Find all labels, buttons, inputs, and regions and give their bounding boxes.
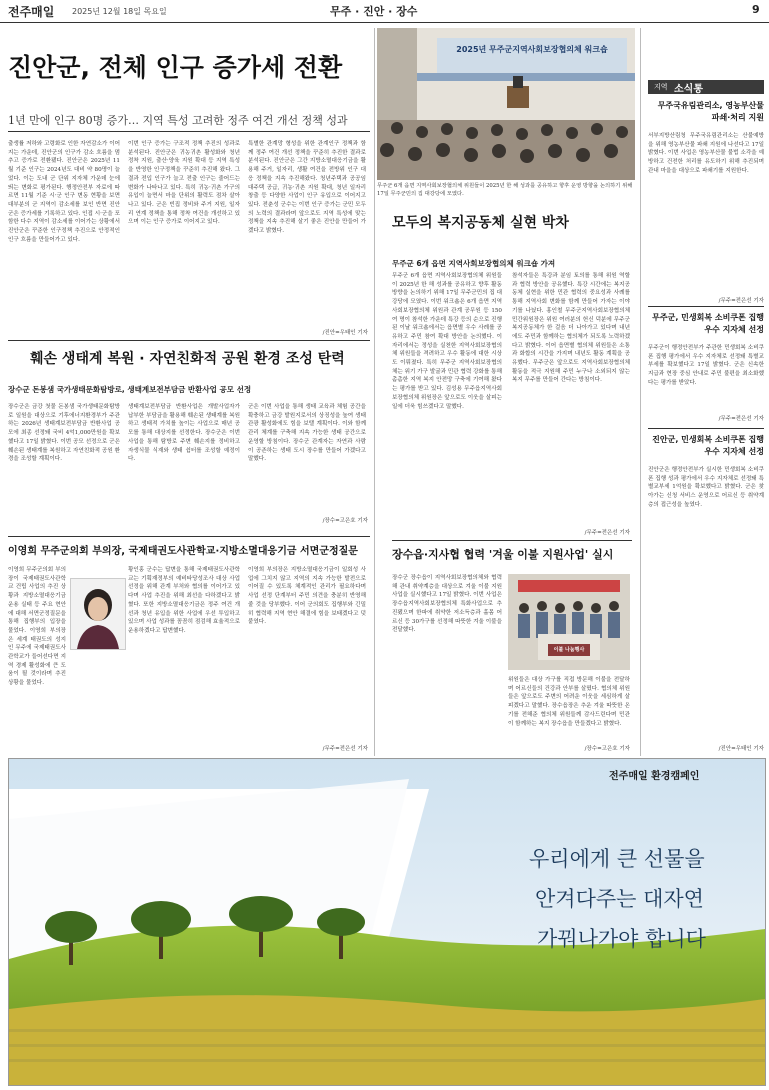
campaign-ad: [8, 758, 766, 1086]
restore-col-1: 장수군은 금강 첫물 돈봉샘 국가생태문화탐방로 일원을 대상으로 기후에너지환경부가 주관하는 2026년 생태계보전부담금 반환사업 공모에 최종 선정돼 국비 4억1,000만원을 확보했다고 17일 밝혔다. 이번 공모 선정으로 군은 훼손된 생태계를 복원하고 자연친화적 공원 환경을 조성할 계획이다.: [8, 404, 120, 463]
sidebar-item-3-head: 진안군, 민생회복 소비쿠폰 집행 우수 지자체 선정: [652, 435, 764, 456]
landscape-image: [9, 759, 765, 1085]
sidebar-item-2-head: 무주군, 민생회복 소비쿠폰 집행 우수 지자체 선정: [652, 313, 764, 334]
sidebar-rule-1: [648, 306, 764, 307]
welfare-byline: /무주=전은선 기자: [584, 530, 630, 536]
main-column-divider: [374, 28, 375, 756]
campaign-line-1: 우리에게 큰 선물을: [529, 847, 705, 871]
blanket-photo-banner: 이불 나눔행사: [553, 647, 585, 653]
interview-top-rule: [8, 536, 370, 537]
sidebar-tag: 지역: [654, 83, 668, 91]
sidebar-header: [648, 80, 764, 94]
masthead: [0, 0, 769, 23]
restore-headline: 훼손 생태계 복원 · 자연친화적 공원 환경 조성 탄력: [30, 351, 345, 367]
interview-headline: 이영희 무주군의회 부의장, 국제태권도사관학교·지방소멸대응기금 서면군정질문: [8, 546, 358, 557]
portrait-image: [71, 579, 125, 649]
winter-col-1: 장수군 장수읍이 지역사회보장협의체와 협력해 관내 취약계층을 대상으로 겨울 이불 지원사업을 실시했다고 17일 밝혔다. 이번 사업은 장수읍지역사회보장협의체 특화사업으로 추진됐으며 한파에 취약한 저소득층과 홀몸 어르신 등 30가구를 선정해 따뜻한 겨울 이불을 전달했다.: [392, 575, 502, 634]
winter-col-2: 위원들은 대상 가구를 직접 방문해 이불을 전달하며 어르신들의 건강과 안부를 살폈다. 협의체 위원들은 앞으로도 주변의 어려운 이웃을 세심하게 살피겠다고 말했다. 장수읍장은 추운 겨울 따뜻한 온기를 전해준 협의체 위원들께 감사드린다며 민관이 함께하는 복지 장수읍을 만들겠다고 밝혔다.: [508, 677, 630, 727]
welfare-col-1: 무주군 6개 읍면 지역사회보장협의체 위원들이 2025년 한 해 성과를 공유하고 향후 활동 방향을 논의하기 위해 17일 무주군민의 집 대강당에 모였다. 이번 워크숍은 6개 읍면 지역사회보장협의체 위원과 관계 공무원 등 150여 명이 참석한 가운데 특강 등의 순으로 진행된 이날 워크숍에서는 읍면별 우수 사례를 공유하고 주민 참여 확대 방안을 논의했다. 이 자리에서는 정성을 실천한 지역사회보장협의체 위원들을 격려하고 우수 활동에 대한 시상도 이뤄졌다. 특히 무주군 지역사회보장협의체는 위기 가구 발굴과 민관 협력 강화를 통해 촘촘한 지역 복지 안전망 구축에 기여해 왔다는 평가를 받고 있다. 김성용 무주읍지역사회보장협의체 위원장은 앞으로도 이웃을 살피는 일에 더욱 힘쓰겠다고 말했다.: [392, 273, 502, 410]
sidebar-divider: [640, 28, 641, 756]
welfare-headline: 모두의 복지공동체 실현 박차: [392, 215, 569, 231]
winter-headline: 장수읍·지사협 협력 '겨울 이불 지원사업' 실시: [392, 548, 614, 561]
lead-col-2: 이번 인구 증가는 구조적 정책 추진의 성과로 분석된다. 진안군은 귀농귀촌 활성화와 청년 정착 지원, 출산·양육 지원 확대 등 지역 특성을 반영한 인구정책을 꾸준히 추진해 왔다. 그 결과 전입 인구가 늘고 전출 인구는 줄어드는 변화가 나타나고 있다. 특히 귀농·귀촌 가구의 유입이 늘면서 마을 단위의 활력도 점차 살아나고 있다. 군은 빈집 정비와 주거 지원, 일자리 연계 정책을 통해 정착 여건을 개선하고 있으며 이는 인구 증가로 이어지고 있다.: [128, 141, 240, 226]
welfare-col-2: 참석자들은 특강과 분임 토의를 통해 위원 역할과 협력 방안을 공유했다. 특강 시간에는 복지공동체 실현을 위한 민관 협력의 중요성과 사례를 통해 지역사회 변화를 함께 만들어 가자는 이야기를 나눴다. 홍인철 무주군지역사회보장협의체 민간위원장은 위원 여러분의 헌신 덕분에 무주군 복지공동체가 한 걸음 더 나아가고 있다며 내년에도 주민과 함께하는 협의체가 되도록 노력하겠다고 밝혔다. 이어 읍면별 협의체 위원들은 소통과 화합의 시간을 가지며 내년도 활동 계획을 공유했다. 무주군은 앞으로도 지역사회보장협의체 활동을 적극 지원해 주민 누구나 소외되지 않는 복지 무주를 만들어 간다는 방침이다.: [512, 273, 630, 384]
sidebar-title: 소식통: [674, 84, 703, 95]
restore-col-2: 생태계보전부담금 반환사업은 개발사업자가 납부한 부담금을 활용해 훼손된 생태계를 복원하고 생태적 가치를 높이는 사업으로 매년 공모를 통해 대상지를 선정한다. 장수군은 이번 사업을 통해 탐방로 주변 훼손지를 정비하고 자생식물 식재와 생태 쉼터를 조성할 예정이다.: [128, 404, 240, 463]
restore-byline: /장수=고은호 기자: [322, 518, 368, 524]
sidebar-item-1-head: 무주국유림관리소, 영농부산물 파쇄·처리 지원: [657, 101, 764, 122]
interview-col-1: 이영희 무주군의회 부의장이 국제태권도사관학교 건립 사업의 추진 상황과 지방소멸대응기금 운용 실태 등 주요 현안에 대해 서면군정질문을 통해 집행부의 입장을 물었다. 이영희 부의장은 세계 태권도의 성지인 무주에 국제태권도사관학교가 들어선다면 지역 경제 활성화에 큰 도움이 될 것이라며 추진 상황을 물었다.: [8, 567, 66, 687]
section-title: 무주 · 진안 · 장수: [330, 5, 418, 18]
workshop-photo: [377, 28, 635, 180]
restore-subheadline: 장수군 돈봉샘 국가생태문화탐방로, 생태계보전부담금 반환사업 공모 선정: [8, 385, 252, 394]
lead-byline: /진안=우태인 기자: [322, 330, 368, 336]
interview-byline: /무주=전은선 기자: [322, 746, 368, 752]
lead-headline: 진안군, 전체 인구 증가세 전환: [8, 53, 343, 82]
welfare-subheadline: 무주군 6개 읍면 지역사회보장협의체 워크숍 가져: [392, 259, 556, 268]
winter-byline: /장수=고은호 기자: [584, 746, 630, 752]
campaign-label: 전주매일 환경캠페인: [609, 771, 700, 782]
lead-divider: [8, 131, 370, 132]
workshop-photo-caption: 무주군 6개 읍면 지역사회보장협의체 위원들이 2025년 한 해 성과를 공유하고 향후 운영 방향을 논의하기 위해 17일 무주군민의 집 대강당에 모였다.: [377, 183, 633, 197]
sidebar-item-1-body: 서부지방산림청 무주국유림관리소는 산불예방을 위해 영농부산물 파쇄 지원에 나선다고 17일 밝혔다. 이번 사업은 영농부산물 불법 소각을 예방하고 건전한 처리를 유도하기 위해 추진되며 관내 마을을 대상으로 파쇄기를 지원한다.: [648, 133, 764, 174]
councilor-portrait: [70, 578, 126, 650]
sidebar-item-2-body: 무주군이 행정안전부가 주관한 민생회복 소비쿠폰 집행 평가에서 우수 지자체로 선정돼 특별교부세를 확보했다고 17일 밝혔다. 군은 신속한 지급과 현장 중심 안내로 주민 불편을 최소화했다는 평가를 받았다.: [648, 345, 764, 386]
paper-logo: 전주매일: [8, 5, 55, 19]
sidebar-item-3-byline: /진안=우태인 기자: [718, 746, 764, 752]
restore-col-3: 군은 이번 사업을 통해 생태 교육과 체험 공간을 확충하고 금강 발원지로서의 상징성을 높여 생태관광 활성화에도 힘을 보탤 계획이다. 이와 함께 관리 체계를 구축해 지속 가능한 생태 공간으로 운영할 방침이다. 장수군 관계자는 자연과 사람이 공존하는 생태 도시 장수를 만들어 가겠다고 말했다.: [248, 404, 366, 463]
restore-top-rule: [8, 340, 370, 341]
campaign-line-2: 안겨다주는 대자연: [535, 887, 704, 911]
issue-date: 2025년 12월 18일 목요일: [72, 7, 167, 16]
workshop-photo-banner: 2025년 무주군지역사회보장협의체 워크숍: [456, 45, 608, 54]
lead-col-1: 출생률 저하와 고령화로 인한 자연감소가 이어지는 가운데, 진안군의 인구가 감소 흐름을 멈추고 증가로 전환됐다. 진안군은 2025년 11월 기준 인구는 2024년도 대비 약 80명이 늘었다. 이는 도내 군 단위 지자체 가운데 눈에 띄는 변화로 평가된다. 행정안전부 자료에 따르면 11월 기준 시·군 인구 변동 현황을 보면 대부분의 군 지역이 감소세를 보인 반면 진안군은 증가세를 기록하고 있다. 인접 시·군을 포함한 다수 지역이 감소세를 이어가는 상황에서 진안군은 꾸준한 인구정책 추진으로 안정적인 인구 흐름을 만들어가고 있다.: [8, 141, 120, 243]
interview-col-2: 황인홍 군수는 답변을 통해 국제태권도사관학교는 기획재정부의 예비타당성조사 대상 사업 선정을 위해 관계 부처와 협의를 이어가고 있다며 사업 추진을 위해 최선을 다하겠다고 밝혔다. 또한 지방소멸대응기금은 정주 여건 개선과 청년 유입을 위한 사업에 우선 투입하고 있으며 사업 성과를 꼼꼼히 점검해 효율적으로 운용하겠다고 답변했다.: [128, 567, 240, 634]
campaign-line-3: 가꿔나가야 합니다: [537, 927, 706, 951]
blanket-photo: [508, 574, 630, 670]
lead-col-3: 특별한 관계망 형성을 위한 관계인구 정책과 함께 정주 여건 개선 정책을 꾸준히 추진한 결과로 분석된다. 진안군은 그간 지방소멸대응기금을 활용해 주거, 일자리, 생활 여건을 전방위 인구 대응 정책을 지속 추진해왔다. 청년주택과 공공임대주택 공급, 귀농·귀촌 지원 확대, 청년 일자리 창출 등 다양한 사업이 인구 유입으로 이어지고 있다. 전춘성 군수는 이번 인구 증가는 군민 모두의 노력의 결과라며 앞으로도 지역 특성에 맞는 정책을 지속 추진해 살기 좋은 진안을 만들어 가겠다고 밝혔다.: [248, 141, 366, 235]
sidebar-rule-2: [648, 428, 764, 429]
page-number: 9: [752, 3, 760, 16]
sidebar-item-3-body: 진안군은 행정안전부가 실시한 민생회복 소비쿠폰 집행 성과 평가에서 우수 지자체로 선정돼 특별교부세 1억원을 확보했다고 밝혔다. 군은 찾아가는 신청 서비스 운영으로 어르신 등 취약계층의 접근성을 높였다.: [648, 467, 764, 508]
interview-col-3: 이영희 부의장은 지방소멸대응기금이 일회성 사업에 그치지 않고 지역의 지속 가능한 발전으로 이어질 수 있도록 체계적인 관리가 필요하다며 사업 선정 단계부터 주민 의견을 충분히 반영해 줄 것을 당부했다. 이어 군의회도 집행부와 긴밀히 협력해 지역 현안 해결에 힘을 보태겠다고 덧붙였다.: [248, 567, 366, 626]
sidebar-item-2-byline: /무주=전은선 기자: [718, 416, 764, 422]
winter-top-rule: [392, 540, 632, 541]
lead-subheadline: 1년 만에 인구 80명 증가… 지역 특성 고려한 정주 여건 개선 정책 성과: [8, 114, 348, 127]
sidebar-item-1-byline: /무주=전은선 기자: [718, 298, 764, 304]
